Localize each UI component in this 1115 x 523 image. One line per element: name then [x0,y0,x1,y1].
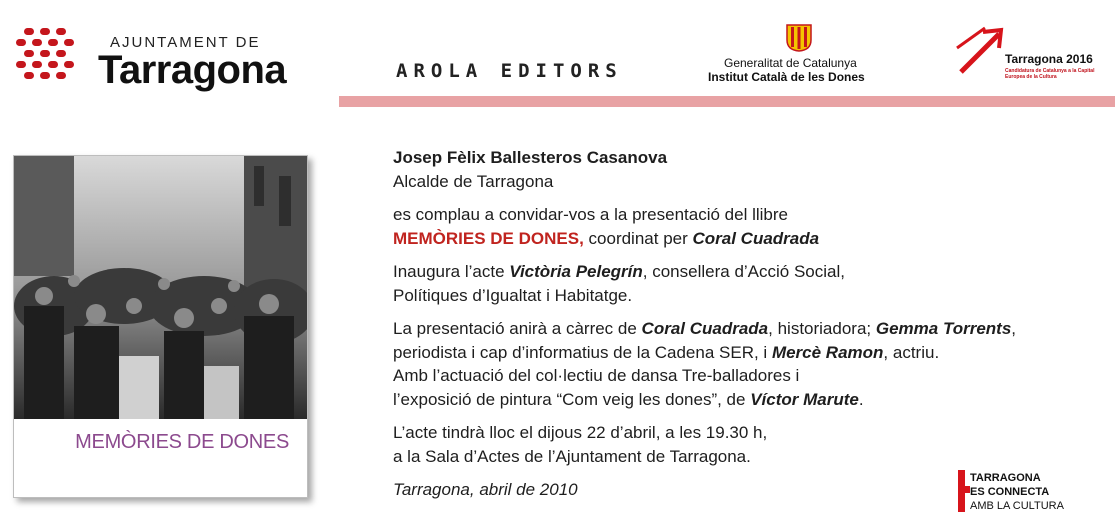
exhibition-end: . [858,389,864,409]
generalitat-name: Generalitat de Catalunya [724,56,857,70]
intro-text: es complau a convidar-vos a la presentació del llibre [393,205,788,224]
institut-name: Institut Català de les Dones [708,70,865,84]
book-title-inline: MEMÒRIES DE DONES, [393,228,584,248]
invitation-text [393,146,1108,502]
generalitat-logo [700,24,900,88]
presenter-1-role: , historiadora; [768,319,876,338]
arola-editors-logo: AROLA EDITORS [396,60,623,82]
book-cover [13,155,308,498]
ajuntament-name: Tarragona [98,48,287,92]
tarragona-2016-subtitle: Candidatura de Catalunya a la Capital Europea de la Cultura [1005,68,1095,80]
presenter-1: Coral Cuadrada [641,319,769,338]
presenter-2-role: periodista i cap d’informatius de la Cadena SER, i [393,342,772,362]
presenter-3-role: , actriu. [883,342,940,362]
inaugurator-name: Victòria Pelegrín [509,262,643,281]
book-title: MEMÒRIES DE DONES [75,431,289,453]
tarragona-es-connecta-logo [956,470,1106,514]
presentation-label: La presentació anirà a càrrec de [393,319,642,338]
coordinated-by-label: coordinat per [583,228,693,248]
arrow-icon [955,26,1007,76]
connecta-line-3: AMB LA CULTURA [970,500,1064,512]
presenter-2-comma: , [1011,319,1017,338]
generalitat-shield-icon [786,24,812,52]
connecta-line-1: TARRAGONA [970,472,1041,484]
header-band [339,96,1115,107]
crowd-photo [14,156,307,419]
connecta-text [970,471,1064,513]
ajuntament-emblem-icon [14,24,80,90]
tarragona-2016-title: Tarragona 2016 [1005,52,1093,66]
presenter-3: Mercè Ramon [771,342,884,362]
host-name: Josep Fèlix Ballesteros Casanova [393,148,668,167]
connecta-line-2: ES CONNECTA [970,486,1050,498]
inaugurator-role-2: Polítiques d’Igualtat i Habitatge. [393,285,633,305]
presenter-2: Gemma Torrents [875,319,1012,338]
painter-name: Víctor Marute [750,389,859,409]
host-role: Alcalde de Tarragona [393,171,554,191]
inaugurate-label: Inaugura l’acte [393,262,510,281]
connecta-bar-icon [956,470,970,512]
exhibition-text: l’exposició de pintura “Com veig les dones”, de [393,389,751,409]
dance-text: Amb l’actuació del col·lectiu de dansa Tre-balladores i [393,366,800,385]
ajuntament-label: AJUNTAMENT DE [110,34,261,51]
ajuntament-logo [14,24,314,94]
coordinator-name: Coral Cuadrada [692,228,820,248]
event-date: L’acte tindrà lloc el dijous 22 d’abril, a les 19.30 h, [393,423,768,442]
tarragona-2016-logo [955,26,1105,90]
signoff: Tarragona, abril de 2010 [393,480,578,499]
inaugurator-role: , consellera d’Acció Social, [642,262,845,281]
event-place: a la Sala d’Actes de l’Ajuntament de Tarragona. [393,446,751,466]
